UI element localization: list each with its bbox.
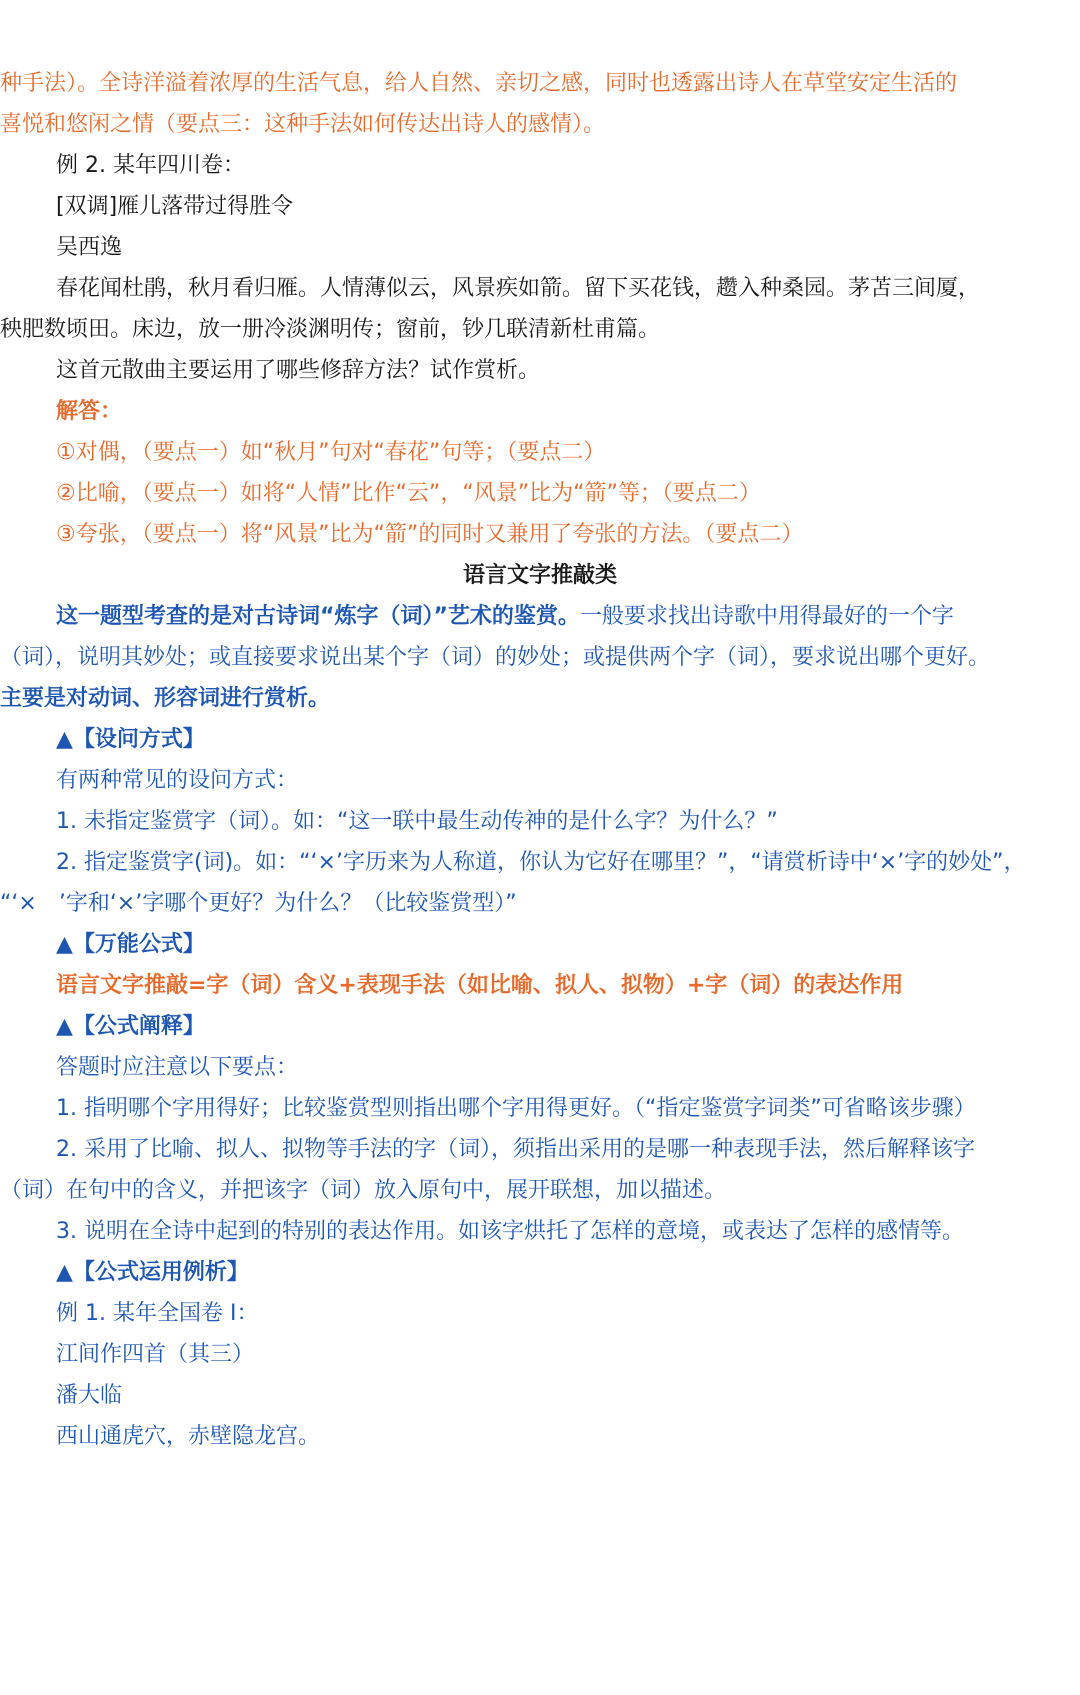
subheading-explanation: ▲【公式阐释】 [56,1014,205,1039]
answer-label: 解答： [56,399,123,424]
poem-author: 吴西逸 [56,235,123,260]
example-label: 例 1. 某年全国卷 I： [56,1301,259,1326]
lead-text: 有两种常见的设问方式： [56,768,299,793]
lead-text: 答题时应注意以下要点： [56,1055,299,1080]
paragraph-line: 喜悦和悠闲之情（要点三：这种手法如何传达出诗人的感情）。 [0,112,606,137]
section-intro-line: 主要是对动词、形容词进行赏析。 [0,686,331,711]
list-item: 2. 采用了比喻、拟人、拟物等手法的字（词），须指出采用的是哪一种表现手法，然后解释该字 [56,1137,975,1162]
intro-text: 一般要求找出诗歌中用得最好的一个字 [579,604,954,629]
subheading-question-format: ▲【设问方式】 [56,727,205,752]
paragraph-line: 种手法）。全诗洋溢着浓厚的生活气息，给人自然、亲切之感，同时也透露出诗人在草堂安定生活的 [0,71,958,96]
answer-item: ②比喻，（要点一）如将“人情”比作“云”，“风景”比为“箭”等；（要点二） [56,481,761,506]
answer-item: ①对偶，（要点一）如“秋月”句对“春花”句等；（要点二） [56,440,606,465]
section-intro-line: （词），说明其妙处；或直接要求说出某个字（词）的妙处；或提供两个字（词），要求说出哪个更好。 [0,645,991,670]
question-text: 这首元散曲主要运用了哪些修辞方法？试作赏析。 [56,358,541,383]
section-intro [56,601,1076,633]
list-item-continuation: “‘× ’字和‘×’字哪个更好？为什么？（比较鉴赏型）” [0,891,517,916]
section-heading: 语言文字推敲类 [462,563,617,588]
poem-author: 潘大临 [56,1383,123,1408]
list-item: 3. 说明在全诗中起到的特别的表达作用。如该字烘托了怎样的意境，或表达了怎样的感情等。 [56,1219,964,1244]
poem-line: 西山通虎穴，赤壁隐龙宫。 [56,1424,321,1449]
answer-item: ③夸张，（要点一）将“风景”比为“箭”的同时又兼用了夸张的方法。（要点二） [56,522,804,547]
formula-text: 语言文字推敲=字（词）含义+表现手法（如比喻、拟人、拟物）+字（词）的表达作用 [56,973,904,998]
poem-title: 江间作四首（其三） [56,1342,255,1367]
list-item: 2. 指定鉴赏字(词)。如：“‘×’字历来为人称道，你认为它好在哪里？”，“请赏析诗中‘×’字的妙处”， [56,850,1026,875]
list-item-continuation: （词）在句中的含义，并把该字（词）放入原句中，展开联想，加以描述。 [0,1178,727,1203]
subheading-formula: ▲【万能公式】 [56,932,205,957]
example-label: 例 2. 某年四川卷： [56,153,245,178]
poem-title: [双调]雁儿落带过得胜令 [56,194,294,219]
poem-line: 春花闻杜鹃，秋月看归雁。人情薄似云，风景疾如箭。留下买花钱，趱入种桑园。茅苫三间厦， [56,276,981,301]
poem-line: 秧肥数顷田。床边，放一册冷淡渊明传；窗前，钞几联清新杜甫篇。 [0,317,661,342]
subheading-application: ▲【公式运用例析】 [56,1260,249,1285]
intro-emphasis: 这一题型考查的是对古诗词“炼字（词）”艺术的鉴赏。 [56,604,580,629]
list-item: 1. 未指定鉴赏字（词）。如：“这一联中最生动传神的是什么字？为什么？” [56,809,778,834]
list-item: 1. 指明哪个字用得好；比较鉴赏型则指出哪个字用得更好。（“指定鉴赏字词类”可省略该步骤） [56,1096,976,1121]
